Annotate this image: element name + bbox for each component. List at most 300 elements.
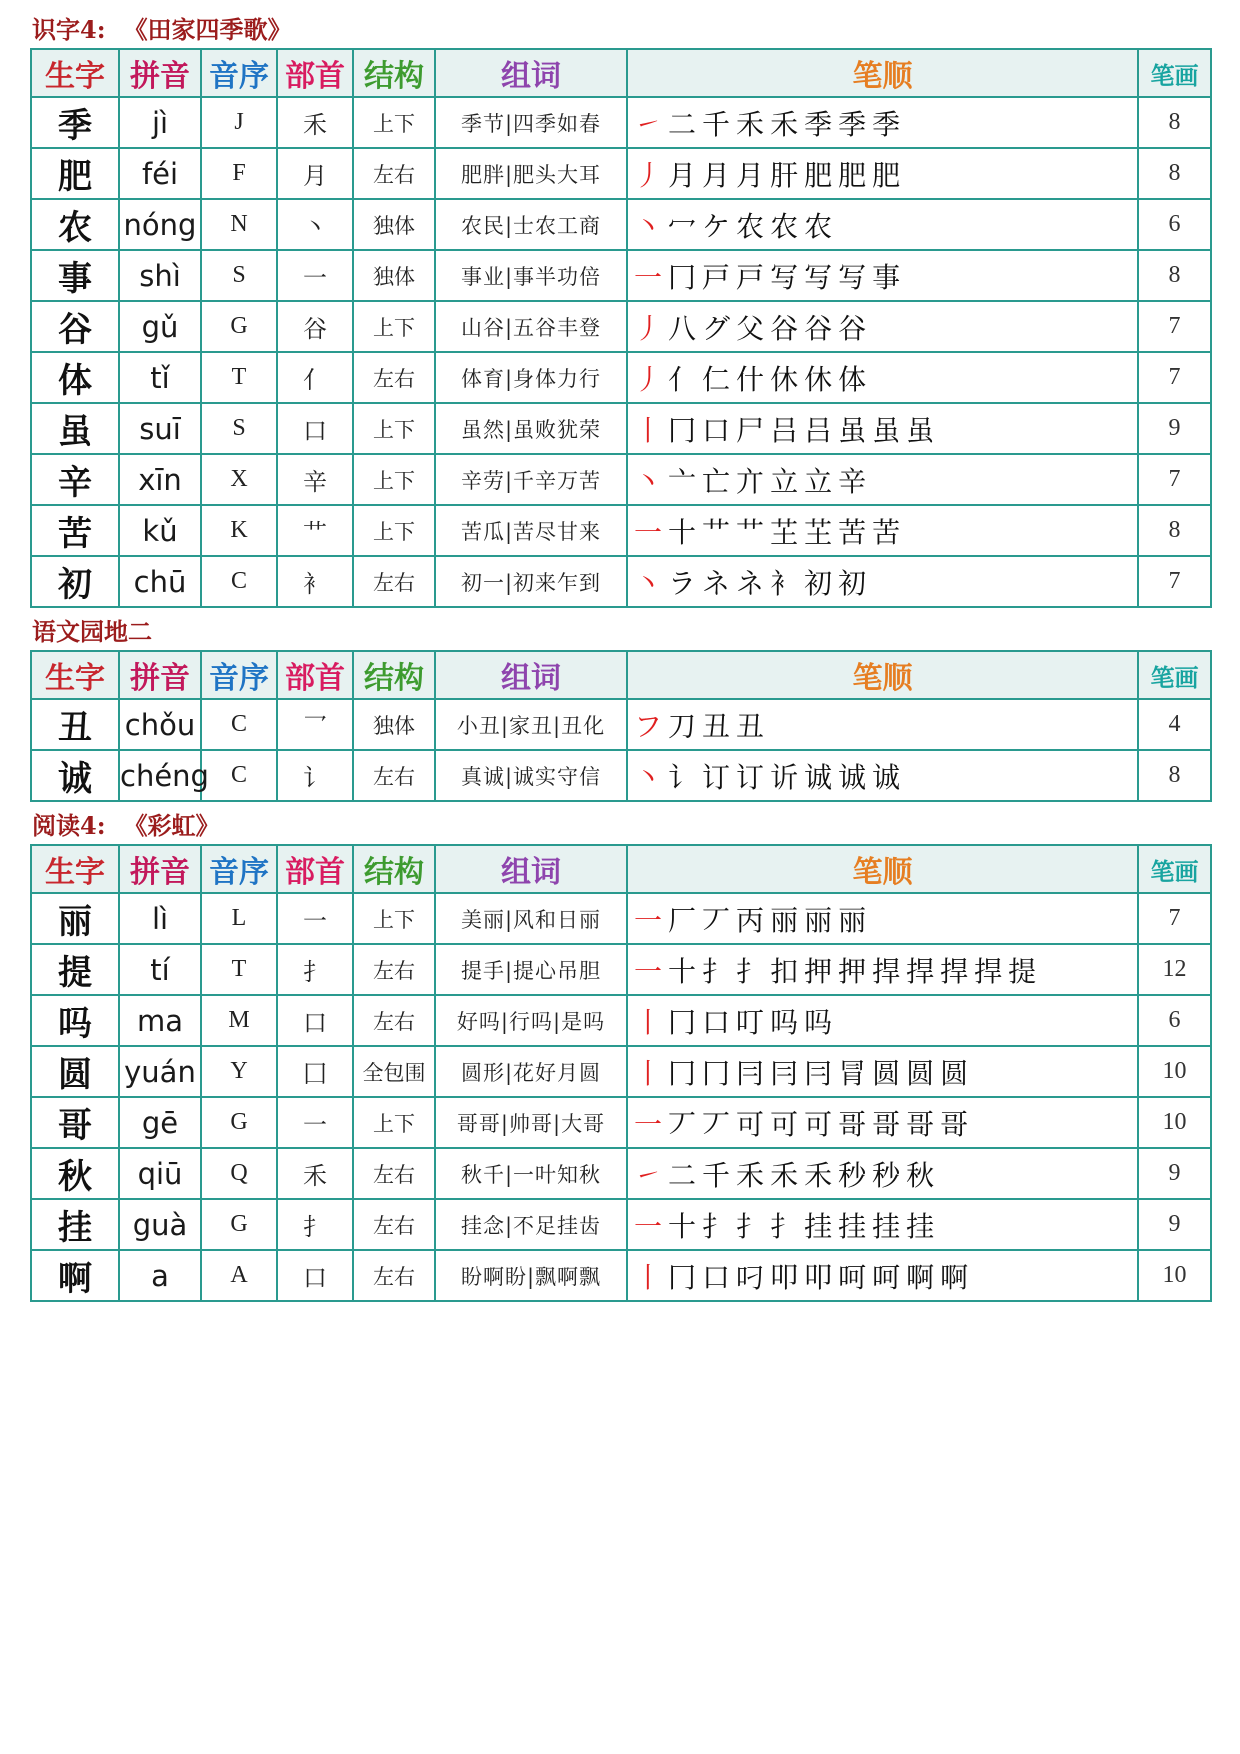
stroke-count-cell: 7 bbox=[1138, 352, 1211, 403]
words-cell: 山谷|五谷丰登 bbox=[435, 301, 627, 352]
stroke-step: 刀 bbox=[668, 709, 697, 743]
char-cell: 圆 bbox=[31, 1046, 119, 1097]
stroke-step: 冃 bbox=[804, 1056, 833, 1090]
pinyin-cell: guà bbox=[119, 1199, 201, 1250]
stroke-step: 芏 bbox=[770, 515, 799, 549]
stroke-step: 肥 bbox=[804, 158, 833, 192]
structure-cell: 独体 bbox=[353, 699, 435, 750]
stroke-step: 丑 bbox=[736, 709, 765, 743]
stroke-step: 千 bbox=[702, 1158, 731, 1192]
stroke-step: 丨 bbox=[634, 413, 663, 447]
stroke-step: 一 bbox=[634, 1107, 663, 1141]
stroke-count-cell: 9 bbox=[1138, 1199, 1211, 1250]
stroke-step: 肥 bbox=[872, 158, 901, 192]
header-words: 组词 bbox=[435, 651, 627, 699]
stroke-step: ネ bbox=[702, 566, 731, 600]
stroke-step: 丽 bbox=[838, 903, 867, 937]
stroke-order-cell bbox=[627, 699, 1138, 750]
stroke-step: 十 bbox=[668, 515, 697, 549]
stroke-step: 十 bbox=[668, 954, 697, 988]
stroke-step: 丶 bbox=[634, 566, 663, 600]
stroke-step: 丨 bbox=[634, 1260, 663, 1294]
stroke-step: 挂 bbox=[838, 1209, 867, 1243]
stroke-step: 丆 bbox=[702, 1107, 731, 1141]
header-char: 生字 bbox=[31, 845, 119, 893]
table-row bbox=[31, 505, 1211, 556]
stroke-step: 写 bbox=[770, 260, 799, 294]
pinyin-cell: chǒu bbox=[119, 699, 201, 750]
stroke-step: 丨 bbox=[634, 1005, 663, 1039]
stroke-step: 捍 bbox=[906, 954, 935, 988]
stroke-step: 呵 bbox=[838, 1260, 867, 1294]
char-cell: 肥 bbox=[31, 148, 119, 199]
char-cell: 体 bbox=[31, 352, 119, 403]
stroke-step: 虽 bbox=[906, 413, 935, 447]
stroke-step: 一 bbox=[634, 903, 663, 937]
stroke-step: 啊 bbox=[940, 1260, 969, 1294]
words-cell: 挂念|不足挂齿 bbox=[435, 1199, 627, 1250]
stroke-step: 一 bbox=[634, 1209, 663, 1243]
stroke-step: 初 bbox=[838, 566, 867, 600]
stroke-order-cell bbox=[627, 1097, 1138, 1148]
stroke-step: 谷 bbox=[770, 311, 799, 345]
header-radical: 部首 bbox=[277, 49, 353, 97]
order-cell: S bbox=[201, 250, 277, 301]
section-title-text: 阅读4: bbox=[32, 811, 106, 840]
header-strokes: 笔顺 bbox=[627, 651, 1138, 699]
stroke-step: 苦 bbox=[838, 515, 867, 549]
table-header-row bbox=[31, 845, 1211, 893]
stroke-order-cell bbox=[627, 454, 1138, 505]
order-cell: K bbox=[201, 505, 277, 556]
stroke-step: 提 bbox=[1008, 954, 1037, 988]
stroke-step: 辛 bbox=[838, 464, 867, 498]
structure-cell: 左右 bbox=[353, 1250, 435, 1301]
stroke-step: 冃 bbox=[770, 1056, 799, 1090]
order-cell: C bbox=[201, 699, 277, 750]
stroke-count-cell: 6 bbox=[1138, 199, 1211, 250]
stroke-count-cell: 7 bbox=[1138, 556, 1211, 607]
stroke-step: 哥 bbox=[906, 1107, 935, 1141]
pinyin-cell: xīn bbox=[119, 454, 201, 505]
section-book-title: 《田家四季歌》 bbox=[123, 15, 292, 44]
stroke-step: ㇀ bbox=[634, 1158, 663, 1192]
header-strokes: 笔顺 bbox=[627, 845, 1138, 893]
stroke-order-cell bbox=[627, 1199, 1138, 1250]
words-cell: 美丽|风和日丽 bbox=[435, 893, 627, 944]
stroke-step: 丆 bbox=[702, 903, 731, 937]
stroke-step: 事 bbox=[872, 260, 901, 294]
table-row bbox=[31, 1046, 1211, 1097]
char-cell: 谷 bbox=[31, 301, 119, 352]
char-cell: 初 bbox=[31, 556, 119, 607]
words-cell: 真诚|诚实守信 bbox=[435, 750, 627, 801]
stroke-step: グ bbox=[702, 311, 731, 345]
stroke-step: 叩 bbox=[804, 1260, 833, 1294]
words-cell: 体育|身体力行 bbox=[435, 352, 627, 403]
stroke-step: 休 bbox=[804, 362, 833, 396]
stroke-step: 冂 bbox=[668, 413, 697, 447]
header-strokes: 笔顺 bbox=[627, 49, 1138, 97]
radical-cell: 亻 bbox=[277, 352, 353, 403]
char-cell: 农 bbox=[31, 199, 119, 250]
table-row bbox=[31, 97, 1211, 148]
character-table bbox=[30, 650, 1212, 802]
stroke-step: 丶 bbox=[634, 209, 663, 243]
stroke-order-cell bbox=[627, 97, 1138, 148]
order-cell: S bbox=[201, 403, 277, 454]
structure-cell: 上下 bbox=[353, 1097, 435, 1148]
words-cell: 提手|提心吊胆 bbox=[435, 944, 627, 995]
char-cell: 事 bbox=[31, 250, 119, 301]
stroke-step: 谷 bbox=[804, 311, 833, 345]
char-cell: 挂 bbox=[31, 1199, 119, 1250]
stroke-step: 农 bbox=[736, 209, 765, 243]
pinyin-cell: nóng bbox=[119, 199, 201, 250]
words-cell: 虽然|虽败犹荣 bbox=[435, 403, 627, 454]
section-title-text: 识字4: bbox=[32, 15, 106, 44]
order-cell: G bbox=[201, 1199, 277, 1250]
stroke-step: 衤 bbox=[770, 566, 799, 600]
stroke-step: 扌 bbox=[736, 954, 765, 988]
pinyin-cell: chū bbox=[119, 556, 201, 607]
pinyin-cell: kǔ bbox=[119, 505, 201, 556]
stroke-step: 可 bbox=[804, 1107, 833, 1141]
radical-cell: 扌 bbox=[277, 1199, 353, 1250]
structure-cell: 左右 bbox=[353, 944, 435, 995]
stroke-step: 禾 bbox=[736, 107, 765, 141]
stroke-step: 叩 bbox=[770, 1260, 799, 1294]
stroke-step: 秒 bbox=[838, 1158, 867, 1192]
stroke-step: 冂 bbox=[668, 1056, 697, 1090]
stroke-order-cell bbox=[627, 1250, 1138, 1301]
header-words: 组词 bbox=[435, 49, 627, 97]
table-row bbox=[31, 556, 1211, 607]
words-cell: 小丑|家丑|丑化 bbox=[435, 699, 627, 750]
stroke-count-cell: 7 bbox=[1138, 893, 1211, 944]
order-cell: G bbox=[201, 1097, 277, 1148]
stroke-step: 挂 bbox=[804, 1209, 833, 1243]
structure-cell: 左右 bbox=[353, 148, 435, 199]
stroke-step: 押 bbox=[838, 954, 867, 988]
char-cell: 诚 bbox=[31, 750, 119, 801]
stroke-count-cell: 8 bbox=[1138, 750, 1211, 801]
stroke-order-cell bbox=[627, 556, 1138, 607]
stroke-step: 诚 bbox=[872, 760, 901, 794]
stroke-step: 哥 bbox=[940, 1107, 969, 1141]
stroke-step: 八 bbox=[668, 311, 697, 345]
stroke-step: 冂 bbox=[702, 1056, 731, 1090]
stroke-count-cell: 10 bbox=[1138, 1250, 1211, 1301]
char-cell: 哥 bbox=[31, 1097, 119, 1148]
table-header-row bbox=[31, 651, 1211, 699]
stroke-step: 虽 bbox=[872, 413, 901, 447]
pinyin-cell: a bbox=[119, 1250, 201, 1301]
stroke-step: 月 bbox=[668, 158, 697, 192]
stroke-step: 圆 bbox=[906, 1056, 935, 1090]
structure-cell: 上下 bbox=[353, 505, 435, 556]
structure-cell: 独体 bbox=[353, 199, 435, 250]
stroke-step: 叼 bbox=[736, 1260, 765, 1294]
char-cell: 丑 bbox=[31, 699, 119, 750]
stroke-step: 艹 bbox=[736, 515, 765, 549]
order-cell: G bbox=[201, 301, 277, 352]
stroke-step: 丿 bbox=[634, 311, 663, 345]
char-cell: 吗 bbox=[31, 995, 119, 1046]
stroke-step: 尸 bbox=[736, 413, 765, 447]
structure-cell: 左右 bbox=[353, 750, 435, 801]
stroke-step: 立 bbox=[804, 464, 833, 498]
stroke-step: 扣 bbox=[770, 954, 799, 988]
pinyin-cell: chéng bbox=[119, 750, 201, 801]
stroke-order-cell bbox=[627, 995, 1138, 1046]
table-row bbox=[31, 454, 1211, 505]
stroke-count-cell: 10 bbox=[1138, 1046, 1211, 1097]
stroke-step: フ bbox=[634, 709, 663, 743]
stroke-step: 捍 bbox=[872, 954, 901, 988]
stroke-step: 圆 bbox=[940, 1056, 969, 1090]
header-char: 生字 bbox=[31, 49, 119, 97]
stroke-count-cell: 7 bbox=[1138, 301, 1211, 352]
stroke-step: 口 bbox=[702, 1005, 731, 1039]
header-char: 生字 bbox=[31, 651, 119, 699]
pinyin-cell: tǐ bbox=[119, 352, 201, 403]
stroke-step: 讠 bbox=[668, 760, 697, 794]
stroke-step: 丶 bbox=[634, 464, 663, 498]
pinyin-cell: gǔ bbox=[119, 301, 201, 352]
stroke-count-cell: 7 bbox=[1138, 454, 1211, 505]
radical-cell: 扌 bbox=[277, 944, 353, 995]
radical-cell: 囗 bbox=[277, 1046, 353, 1097]
stroke-step: 丿 bbox=[634, 158, 663, 192]
stroke-step: 初 bbox=[804, 566, 833, 600]
table-row bbox=[31, 1199, 1211, 1250]
stroke-count-cell: 9 bbox=[1138, 403, 1211, 454]
stroke-step: 秋 bbox=[906, 1158, 935, 1192]
stroke-order-cell bbox=[627, 1148, 1138, 1199]
stroke-step: 口 bbox=[702, 1260, 731, 1294]
stroke-step: 谷 bbox=[838, 311, 867, 345]
stroke-step: 押 bbox=[804, 954, 833, 988]
stroke-step: 冂 bbox=[668, 260, 697, 294]
table-row bbox=[31, 1148, 1211, 1199]
order-cell: C bbox=[201, 750, 277, 801]
stroke-step: 丽 bbox=[804, 903, 833, 937]
stroke-step: 二 bbox=[668, 1158, 697, 1192]
header-order: 音序 bbox=[201, 845, 277, 893]
radical-cell: 衤 bbox=[277, 556, 353, 607]
structure-cell: 左右 bbox=[353, 1148, 435, 1199]
stroke-step: 千 bbox=[702, 107, 731, 141]
order-cell: Y bbox=[201, 1046, 277, 1097]
words-cell: 秋千|一叶知秋 bbox=[435, 1148, 627, 1199]
radical-cell: 口 bbox=[277, 1250, 353, 1301]
stroke-step: 可 bbox=[770, 1107, 799, 1141]
header-structure: 结构 bbox=[353, 845, 435, 893]
stroke-step: 诚 bbox=[804, 760, 833, 794]
table-row bbox=[31, 1097, 1211, 1148]
table-row bbox=[31, 403, 1211, 454]
stroke-step: ラ bbox=[668, 566, 697, 600]
table-row bbox=[31, 250, 1211, 301]
order-cell: C bbox=[201, 556, 277, 607]
stroke-step: 吗 bbox=[770, 1005, 799, 1039]
stroke-order-cell bbox=[627, 893, 1138, 944]
stroke-step: 挂 bbox=[872, 1209, 901, 1243]
structure-cell: 上下 bbox=[353, 403, 435, 454]
stroke-count-cell: 6 bbox=[1138, 995, 1211, 1046]
stroke-step: 禾 bbox=[770, 107, 799, 141]
pinyin-cell: féi bbox=[119, 148, 201, 199]
stroke-step: 二 bbox=[668, 107, 697, 141]
stroke-step: 冃 bbox=[736, 1056, 765, 1090]
words-cell: 苦瓜|苦尽甘来 bbox=[435, 505, 627, 556]
radical-cell: 讠 bbox=[277, 750, 353, 801]
structure-cell: 左右 bbox=[353, 556, 435, 607]
char-cell: 提 bbox=[31, 944, 119, 995]
stroke-step: 体 bbox=[838, 362, 867, 396]
stroke-count-cell: 8 bbox=[1138, 505, 1211, 556]
stroke-step: 秒 bbox=[872, 1158, 901, 1192]
worksheet bbox=[30, 14, 1210, 1310]
stroke-step: 艹 bbox=[702, 515, 731, 549]
pinyin-cell: yuán bbox=[119, 1046, 201, 1097]
order-cell: M bbox=[201, 995, 277, 1046]
stroke-step: 冂 bbox=[668, 1005, 697, 1039]
stroke-count-cell: 8 bbox=[1138, 250, 1211, 301]
stroke-step: 叮 bbox=[736, 1005, 765, 1039]
stroke-step: 丆 bbox=[668, 1107, 697, 1141]
stroke-order-cell bbox=[627, 944, 1138, 995]
header-words: 组词 bbox=[435, 845, 627, 893]
radical-cell: 月 bbox=[277, 148, 353, 199]
stroke-step: ネ bbox=[736, 566, 765, 600]
section-title bbox=[30, 616, 1210, 650]
stroke-step: 捍 bbox=[974, 954, 1003, 988]
table-row bbox=[31, 1250, 1211, 1301]
words-cell: 好吗|行吗|是吗 bbox=[435, 995, 627, 1046]
order-cell: T bbox=[201, 352, 277, 403]
char-cell: 秋 bbox=[31, 1148, 119, 1199]
structure-cell: 左右 bbox=[353, 352, 435, 403]
pinyin-cell: ma bbox=[119, 995, 201, 1046]
stroke-step: 吕 bbox=[770, 413, 799, 447]
pinyin-cell: qiū bbox=[119, 1148, 201, 1199]
char-cell: 季 bbox=[31, 97, 119, 148]
character-table bbox=[30, 48, 1212, 608]
structure-cell: 上下 bbox=[353, 97, 435, 148]
section-title bbox=[30, 14, 1210, 48]
stroke-step: 十 bbox=[668, 1209, 697, 1243]
radical-cell: 禾 bbox=[277, 97, 353, 148]
words-cell: 农民|士农工商 bbox=[435, 199, 627, 250]
stroke-order-cell bbox=[627, 750, 1138, 801]
radical-cell: 一 bbox=[277, 250, 353, 301]
character-table bbox=[30, 844, 1212, 1302]
stroke-step: 仁 bbox=[702, 362, 731, 396]
stroke-step: 农 bbox=[804, 209, 833, 243]
stroke-step: 吗 bbox=[804, 1005, 833, 1039]
structure-cell: 上下 bbox=[353, 893, 435, 944]
stroke-count-cell: 8 bbox=[1138, 148, 1211, 199]
stroke-step: 写 bbox=[804, 260, 833, 294]
table-header-row bbox=[31, 49, 1211, 97]
stroke-step: 戸 bbox=[702, 260, 731, 294]
header-count: 笔画 bbox=[1138, 49, 1211, 97]
stroke-step: 可 bbox=[736, 1107, 765, 1141]
table-row bbox=[31, 352, 1211, 403]
stroke-step: 农 bbox=[770, 209, 799, 243]
stroke-count-cell: 10 bbox=[1138, 1097, 1211, 1148]
stroke-step: 扌 bbox=[770, 1209, 799, 1243]
stroke-step: 亣 bbox=[736, 464, 765, 498]
header-structure: 结构 bbox=[353, 49, 435, 97]
words-cell: 初一|初来乍到 bbox=[435, 556, 627, 607]
stroke-step: 什 bbox=[736, 362, 765, 396]
stroke-step: ㇀ bbox=[634, 107, 663, 141]
stroke-step: 禾 bbox=[770, 1158, 799, 1192]
stroke-step: 扌 bbox=[702, 1209, 731, 1243]
table-row bbox=[31, 750, 1211, 801]
stroke-step: 捍 bbox=[940, 954, 969, 988]
radical-cell: 口 bbox=[277, 403, 353, 454]
stroke-order-cell bbox=[627, 148, 1138, 199]
stroke-step: 肥 bbox=[838, 158, 867, 192]
pinyin-cell: suī bbox=[119, 403, 201, 454]
table-row bbox=[31, 148, 1211, 199]
stroke-count-cell: 8 bbox=[1138, 97, 1211, 148]
stroke-step: 丶 bbox=[634, 760, 663, 794]
header-pinyin: 拼音 bbox=[119, 845, 201, 893]
stroke-step: 芏 bbox=[804, 515, 833, 549]
stroke-step: 月 bbox=[702, 158, 731, 192]
header-structure: 结构 bbox=[353, 651, 435, 699]
radical-cell: 一 bbox=[277, 1097, 353, 1148]
char-cell: 辛 bbox=[31, 454, 119, 505]
char-cell: 苦 bbox=[31, 505, 119, 556]
stroke-step: 丨 bbox=[634, 1056, 663, 1090]
stroke-count-cell: 9 bbox=[1138, 1148, 1211, 1199]
table-row bbox=[31, 944, 1211, 995]
words-cell: 盼啊盼|飘啊飘 bbox=[435, 1250, 627, 1301]
stroke-step: 月 bbox=[736, 158, 765, 192]
stroke-step: 丿 bbox=[634, 362, 663, 396]
radical-cell: 禾 bbox=[277, 1148, 353, 1199]
header-pinyin: 拼音 bbox=[119, 49, 201, 97]
stroke-step: 苦 bbox=[872, 515, 901, 549]
stroke-step: 扌 bbox=[736, 1209, 765, 1243]
stroke-step: 哥 bbox=[838, 1107, 867, 1141]
stroke-step: 订 bbox=[702, 760, 731, 794]
structure-cell: 上下 bbox=[353, 454, 435, 505]
stroke-step: 写 bbox=[838, 260, 867, 294]
stroke-step: 亡 bbox=[702, 464, 731, 498]
stroke-step: 订 bbox=[736, 760, 765, 794]
stroke-step: 哥 bbox=[872, 1107, 901, 1141]
stroke-step: 冖 bbox=[668, 209, 697, 243]
stroke-step: 诚 bbox=[838, 760, 867, 794]
stroke-step: 一 bbox=[634, 954, 663, 988]
stroke-step: 亻 bbox=[668, 362, 697, 396]
radical-cell: 谷 bbox=[277, 301, 353, 352]
order-cell: T bbox=[201, 944, 277, 995]
stroke-step: 厂 bbox=[668, 903, 697, 937]
words-cell: 辛劳|千辛万苦 bbox=[435, 454, 627, 505]
char-cell: 丽 bbox=[31, 893, 119, 944]
stroke-order-cell bbox=[627, 199, 1138, 250]
structure-cell: 独体 bbox=[353, 250, 435, 301]
stroke-step: 啊 bbox=[906, 1260, 935, 1294]
